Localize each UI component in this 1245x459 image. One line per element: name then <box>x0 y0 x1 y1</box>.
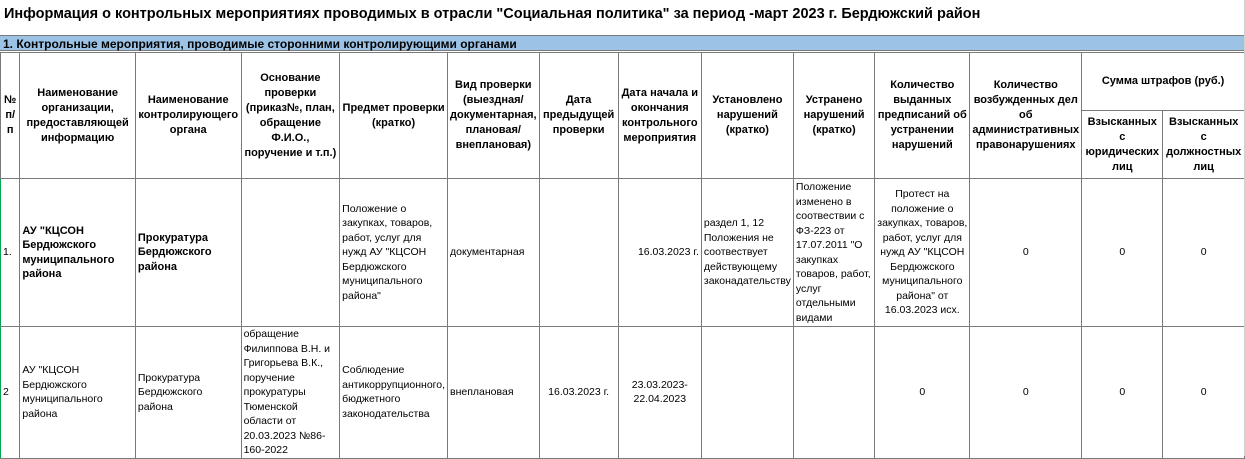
header-dates: Дата начала и окончания контрольного мероприятия <box>618 53 701 179</box>
header-fixed: Устранено нарушений (кратко) <box>793 53 874 179</box>
header-num: № п/п <box>1 53 20 179</box>
section-header: 1. Контрольные мероприятия, проводимые сторонними контролирующими органами <box>0 35 1244 51</box>
row-found: раздел 1, 12 Положения не соотвествует действующему законадательству <box>701 179 793 327</box>
report-title: Информация о контрольных мероприятиях проводимых в отрасли "Социальная политика" за период -март 2023 г. Бердюжский район <box>4 6 981 22</box>
table-row <box>1 179 1245 327</box>
header-subject: Предмет проверки (кратко) <box>340 53 448 179</box>
row-dates: 16.03.2023 г. <box>618 179 701 327</box>
row-num: 2 <box>1 327 20 459</box>
row-type: внеплановая <box>448 327 540 459</box>
header-cases: Количество возбужденных дел об административных правонарушениях <box>970 53 1082 179</box>
row-found <box>701 327 793 459</box>
header-orders: Количество выданных предписаний об устранении нарушений <box>875 53 970 179</box>
row-subject: Положение о закупках, товаров, работ, услуг для нужд АУ "КЦСОН Бердюжского муниципального района" <box>340 179 448 327</box>
row-control: Прокуратура Бердюжского района <box>135 179 241 327</box>
row-basis: обращение Филиппова В.Н. и Григорьева В.К., поручение прокуратуры Тюменской области от 20.03.2023 №86-160-2022 <box>241 327 340 459</box>
row-cases: 0 <box>970 327 1082 459</box>
row-prev-date: 16.03.2023 г. <box>539 327 618 459</box>
header-fines-official: Взысканных с должностных лиц <box>1163 111 1245 179</box>
row-fines-legal: 0 <box>1082 179 1163 327</box>
row-org: АУ "КЦСОН Бердюжского муниципального района <box>20 179 136 327</box>
row-cases: 0 <box>970 179 1082 327</box>
row-fines-official: 0 <box>1163 179 1245 327</box>
header-control: Наименование контролирующего органа <box>135 53 241 179</box>
row-fixed: Положение изменено в соотвествии с ФЗ-223 от 17.07.2011 "О закупках товаров, работ, услуг отдельными видами <box>793 179 874 327</box>
row-orders: Протест на положение о закупках, товаров, работ, услуг для нужд АУ "КЦСОН Бердюжского муниципального района" от 16.03.2023 исх. <box>875 179 970 327</box>
row-num: 1. <box>1 179 20 327</box>
row-fixed <box>793 327 874 459</box>
header-org: Наименование организации, предоставляющей информацию <box>20 53 136 179</box>
row-prev-date <box>539 179 618 327</box>
row-org: АУ "КЦСОН Бердюжского муниципального района <box>20 327 136 459</box>
row-fines-legal: 0 <box>1082 327 1163 459</box>
row-control: Прокуратура Бердюжского района <box>135 327 241 459</box>
header-basis: Основание проверки (приказ№, план, обращение Ф.И.О., поручение и т.п.) <box>241 53 340 179</box>
header-fines: Сумма штрафов (руб.) <box>1082 53 1245 111</box>
row-basis <box>241 179 340 327</box>
header-fines-legal: Взысканных с юридических лиц <box>1082 111 1163 179</box>
row-fines-official: 0 <box>1163 327 1245 459</box>
header-type: Вид проверки (выездная/документарная, плановая/внеплановая) <box>448 53 540 179</box>
row-orders: 0 <box>875 327 970 459</box>
header-prev-date: Дата предыдущей проверки <box>539 53 618 179</box>
row-dates: 23.03.2023-22.04.2023 <box>618 327 701 459</box>
header-found: Установлено нарушений (кратко) <box>701 53 793 179</box>
table-row <box>1 327 1245 459</box>
row-subject: Соблюдение антикоррупционного, бюджетного законодательства <box>340 327 448 459</box>
control-events-table <box>0 52 1245 459</box>
row-type: документарная <box>448 179 540 327</box>
